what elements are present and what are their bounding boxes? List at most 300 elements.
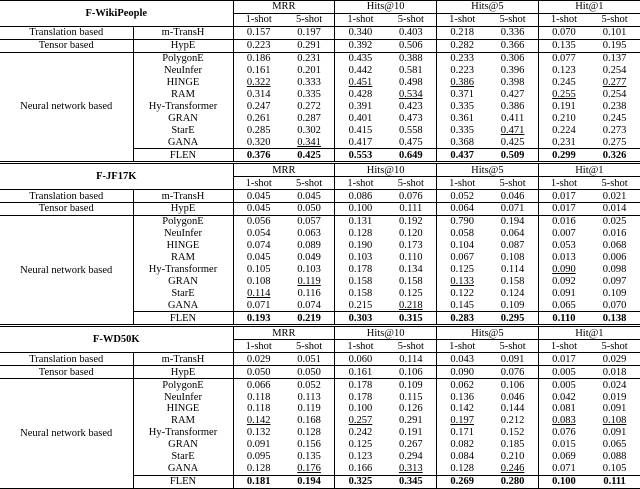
shot-header: 1-shot [233,340,284,353]
metric-value: 0.101 [602,27,627,39]
model-name: FLEN [133,149,233,163]
metric-value: 0.649 [399,149,423,161]
metric-value: 0.158 [348,288,373,300]
metric-cell [284,379,335,391]
dataset-label: F-JF17K [0,163,233,190]
metric-value: 0.108 [500,252,525,264]
metric-value: 0.473 [399,112,423,124]
metric-cell [335,215,386,227]
metric-cell [284,252,335,264]
metric-cell [284,112,335,124]
metric-value: 0.299 [552,149,576,161]
metric-value: 0.403 [399,27,423,39]
metric-value: 0.442 [348,65,373,77]
model-name: m-TransH [133,190,233,203]
metric-cell [233,52,284,64]
model-name: HINGE [133,403,233,415]
header-row [0,1,640,14]
metric-cell [487,379,538,391]
metric-value: 0.051 [297,353,321,365]
metric-value: 0.135 [297,451,321,463]
metric-cell [284,215,335,227]
metric-value: 0.194 [297,476,321,488]
metric-cell [437,149,488,163]
metric-value: 0.029 [246,353,271,365]
metric-cell [335,136,386,148]
metric-value: 0.046 [500,190,525,202]
table-row [0,52,640,64]
metric-cell [233,112,284,124]
model-name: HINGE [133,240,233,252]
metric-value: 0.105 [602,463,627,475]
metric-value: 0.142 [246,415,271,427]
metric-value: 0.152 [500,427,525,439]
metric-value: 0.017 [552,190,576,202]
metric-cell [437,89,488,101]
metric-value: 0.428 [348,89,373,101]
metric-cell [437,252,488,264]
metric-cell [589,288,640,300]
model-name: GRAN [133,276,233,288]
model-name: HypE [133,203,233,216]
metric-value: 0.138 [602,312,627,324]
metric-value: 0.509 [500,149,525,161]
metric-value: 0.506 [399,40,423,52]
metric-value: 0.190 [348,240,373,252]
metric-cell [233,228,284,240]
metric-cell [335,427,386,439]
metric-cell [487,288,538,300]
metric-cell [284,353,335,366]
model-name: PolygonE [133,215,233,227]
metric-cell [437,26,488,39]
metric-value: 0.191 [552,100,576,112]
shot-header: 5-shot [589,340,640,353]
category-label: Neural network based [0,215,133,325]
metric-value: 0.070 [552,27,576,39]
metric-cell [335,26,386,39]
metric-value: 0.178 [348,264,373,276]
metric-cell [386,300,437,312]
metric-value: 0.553 [348,149,373,161]
metric-value: 0.257 [348,415,373,427]
model-name: StarE [133,124,233,136]
metric-value: 0.091 [500,353,525,365]
metric-value: 0.089 [297,240,321,252]
metric-value: 0.064 [450,203,475,215]
metric-value: 0.053 [552,240,576,252]
metric-value: 0.171 [450,427,475,439]
metric-cell [487,415,538,427]
metric-cell [538,228,589,240]
metric-cell [589,26,640,39]
metric-value: 0.335 [450,100,475,112]
metric-cell [335,300,386,312]
metric-cell [386,379,437,391]
metric-cell [487,228,538,240]
shot-header: 5-shot [589,177,640,190]
metric-cell [487,124,538,136]
metric-cell [233,215,284,227]
metric-value: 0.335 [297,89,321,101]
metric-value: 0.291 [399,415,423,427]
metric-value: 0.104 [450,240,475,252]
metric-value: 0.273 [602,124,627,136]
metric-cell [284,124,335,136]
metric-header: MRR [233,326,335,340]
metric-cell [589,353,640,366]
metric-cell [589,203,640,216]
metric-cell [233,149,284,163]
metric-value: 0.017 [552,353,576,365]
metric-cell [233,451,284,463]
metric-value: 0.018 [602,366,627,378]
metric-cell [437,439,488,451]
metric-cell [589,439,640,451]
metric-cell [335,264,386,276]
metric-header: MRR [233,1,335,14]
model-name: StarE [133,288,233,300]
metric-cell [386,65,437,77]
metric-cell [437,276,488,288]
table-row [0,379,640,391]
metric-value: 0.064 [500,228,525,240]
metric-cell [284,39,335,52]
metric-header: Hits@10 [335,326,437,340]
table-row [0,203,640,216]
metric-value: 0.113 [297,391,321,403]
model-name: RAM [133,252,233,264]
metric-value: 0.134 [399,264,423,276]
metric-cell [386,215,437,227]
metric-value: 0.185 [500,439,525,451]
metric-value: 0.083 [552,415,576,427]
metric-value: 0.081 [552,403,576,415]
metric-value: 0.100 [348,203,373,215]
metric-cell [284,240,335,252]
metric-value: 0.197 [297,27,321,39]
model-name: HINGE [133,77,233,89]
metric-cell [386,264,437,276]
metric-cell [335,288,386,300]
metric-cell [538,215,589,227]
metric-cell [284,391,335,403]
metric-value: 0.119 [297,276,321,288]
metric-cell [335,379,386,391]
metric-value: 0.471 [500,124,525,136]
metric-cell [437,379,488,391]
metric-value: 0.498 [399,77,423,89]
metric-cell [538,403,589,415]
metric-cell [233,190,284,203]
dataset-label: F-WikiPeople [0,1,233,27]
metric-cell [386,52,437,64]
table-row [0,353,640,366]
metric-value: 0.534 [399,89,423,101]
metric-cell [437,203,488,216]
metric-value: 0.275 [602,136,627,148]
metric-cell [386,288,437,300]
metric-cell [386,39,437,52]
metric-cell [437,101,488,113]
metric-cell [487,312,538,326]
metric-cell [335,52,386,64]
metric-cell [589,228,640,240]
metric-value: 0.060 [348,353,373,365]
metric-cell [487,136,538,148]
metric-value: 0.322 [246,77,271,89]
metric-value: 0.021 [602,190,627,202]
metric-value: 0.136 [450,391,475,403]
metric-cell [386,101,437,113]
metric-cell [386,89,437,101]
category-label: Tensor based [0,203,133,216]
metric-cell [589,136,640,148]
metric-cell [233,136,284,148]
metric-cell [437,288,488,300]
metric-cell [233,77,284,89]
metric-cell [386,228,437,240]
metric-value: 0.398 [500,77,525,89]
metric-cell [284,288,335,300]
model-name: HypE [133,366,233,379]
metric-cell [386,112,437,124]
metric-cell [437,366,488,379]
metric-value: 0.269 [450,476,475,488]
metric-value: 0.124 [500,288,525,300]
metric-cell [386,26,437,39]
metric-cell [589,366,640,379]
metric-cell [284,89,335,101]
metric-cell [284,451,335,463]
metric-cell [538,252,589,264]
metric-value: 0.451 [348,77,373,89]
metric-cell [589,124,640,136]
metric-cell [538,52,589,64]
metric-value: 0.024 [602,379,627,391]
metric-cell [335,39,386,52]
metric-cell [284,136,335,148]
metric-cell [386,415,437,427]
metric-value: 0.161 [246,65,271,77]
metric-cell [538,451,589,463]
category-label: Translation based [0,353,133,366]
metric-cell [487,353,538,366]
metric-value: 0.427 [500,89,525,101]
metric-value: 0.396 [500,65,525,77]
shot-header: 1-shot [335,340,386,353]
metric-cell [589,451,640,463]
metric-value: 0.097 [602,276,627,288]
metric-cell [487,240,538,252]
metric-value: 0.042 [552,391,576,403]
metric-cell [437,124,488,136]
metric-value: 0.108 [246,276,271,288]
metric-cell [487,77,538,89]
metric-header: Hits@10 [335,1,437,14]
model-name: FLEN [133,312,233,326]
metric-value: 0.082 [450,439,475,451]
metric-cell [589,312,640,326]
metric-cell [335,451,386,463]
category-label: Tensor based [0,39,133,52]
metric-value: 0.120 [399,228,423,240]
metric-value: 0.007 [552,228,576,240]
metric-cell [335,228,386,240]
metric-cell [487,276,538,288]
shot-header: 5-shot [386,177,437,190]
metric-value: 0.313 [399,463,423,475]
model-name: Hy-Transformer [133,101,233,113]
metric-value: 0.247 [246,100,271,112]
metric-value: 0.173 [399,240,423,252]
metric-value: 0.386 [500,100,525,112]
metric-header: Hits@5 [437,326,539,340]
metric-cell [589,101,640,113]
shot-header: 1-shot [233,177,284,190]
metric-cell [335,415,386,427]
metric-cell [487,112,538,124]
metric-cell [538,427,589,439]
metric-cell [335,190,386,203]
metric-value: 0.193 [246,312,271,324]
metric-value: 0.111 [603,476,626,488]
metric-value: 0.090 [552,264,576,276]
header-row [0,163,640,177]
metric-cell [335,101,386,113]
metric-value: 0.261 [246,112,271,124]
category-label: Neural network based [0,52,133,162]
metric-value: 0.224 [552,124,576,136]
metric-cell [538,276,589,288]
metric-value: 0.166 [348,463,373,475]
model-name: RAM [133,89,233,101]
model-name: StarE [133,451,233,463]
metric-cell [487,439,538,451]
metric-value: 0.435 [348,53,373,65]
model-name: PolygonE [133,52,233,64]
metric-cell [233,391,284,403]
metric-cell [538,203,589,216]
metric-cell [589,379,640,391]
metric-value: 0.052 [297,379,321,391]
metric-value: 0.231 [552,136,576,148]
metric-value: 0.178 [348,391,373,403]
shot-header: 5-shot [487,177,538,190]
metric-cell [538,353,589,366]
metric-value: 0.181 [246,476,271,488]
metric-cell [284,475,335,488]
metric-value: 0.006 [602,252,627,264]
metric-value: 0.017 [552,203,576,215]
metric-cell [335,89,386,101]
metric-value: 0.161 [348,366,373,378]
metric-cell [386,149,437,163]
metric-cell [487,427,538,439]
metric-cell [284,65,335,77]
metric-cell [386,136,437,148]
metric-cell [589,190,640,203]
metric-value: 0.388 [399,53,423,65]
metric-cell [386,312,437,326]
metric-value: 0.016 [552,216,576,228]
metric-value: 0.336 [500,27,525,39]
model-name: GRAN [133,439,233,451]
metric-value: 0.277 [602,77,627,89]
metric-value: 0.110 [552,312,576,324]
metric-cell [233,240,284,252]
metric-value: 0.049 [297,252,321,264]
metric-value: 0.111 [399,203,423,215]
metric-cell [589,149,640,163]
metric-cell [589,240,640,252]
metric-cell [233,26,284,39]
metric-cell [538,379,589,391]
metric-header: Hits@5 [437,1,539,14]
model-name: HypE [133,39,233,52]
metric-value: 0.245 [602,112,627,124]
metric-cell [386,124,437,136]
metric-value: 0.062 [450,379,475,391]
metric-value: 0.157 [246,27,271,39]
metric-value: 0.144 [500,403,525,415]
metric-value: 0.066 [246,379,271,391]
metric-value: 0.095 [246,451,271,463]
metric-cell [233,124,284,136]
metric-value: 0.210 [500,451,525,463]
metric-cell [487,26,538,39]
metric-cell [589,264,640,276]
shot-header: 1-shot [335,177,386,190]
model-name: Hy-Transformer [133,264,233,276]
metric-value: 0.201 [297,65,321,77]
metric-cell [487,190,538,203]
metric-cell [284,415,335,427]
metric-header: Hit@1 [538,163,640,177]
metric-value: 0.194 [500,216,525,228]
metric-cell [335,65,386,77]
metric-value: 0.215 [348,299,373,311]
shot-header: 1-shot [437,177,488,190]
metric-value: 0.238 [602,100,627,112]
metric-value: 0.045 [246,252,271,264]
metric-cell [538,300,589,312]
model-name: Hy-Transformer [133,427,233,439]
metric-value: 0.137 [602,53,627,65]
metric-cell [335,475,386,488]
metric-value: 0.025 [602,216,627,228]
metric-cell [589,215,640,227]
metric-cell [538,391,589,403]
metric-cell [437,427,488,439]
shot-header: 1-shot [538,177,589,190]
metric-cell [335,112,386,124]
metric-cell [335,353,386,366]
metric-value: 0.050 [297,203,321,215]
metric-value: 0.125 [399,288,423,300]
shot-header: 5-shot [487,13,538,26]
metric-cell [487,215,538,227]
metric-value: 0.401 [348,112,373,124]
metric-value: 0.045 [246,190,271,202]
metric-header: Hit@1 [538,1,640,14]
metric-cell [335,240,386,252]
metric-value: 0.291 [297,40,321,52]
metric-value: 0.109 [602,288,627,300]
metric-value: 0.790 [450,216,475,228]
metric-value: 0.091 [602,427,627,439]
shot-header: 5-shot [386,13,437,26]
